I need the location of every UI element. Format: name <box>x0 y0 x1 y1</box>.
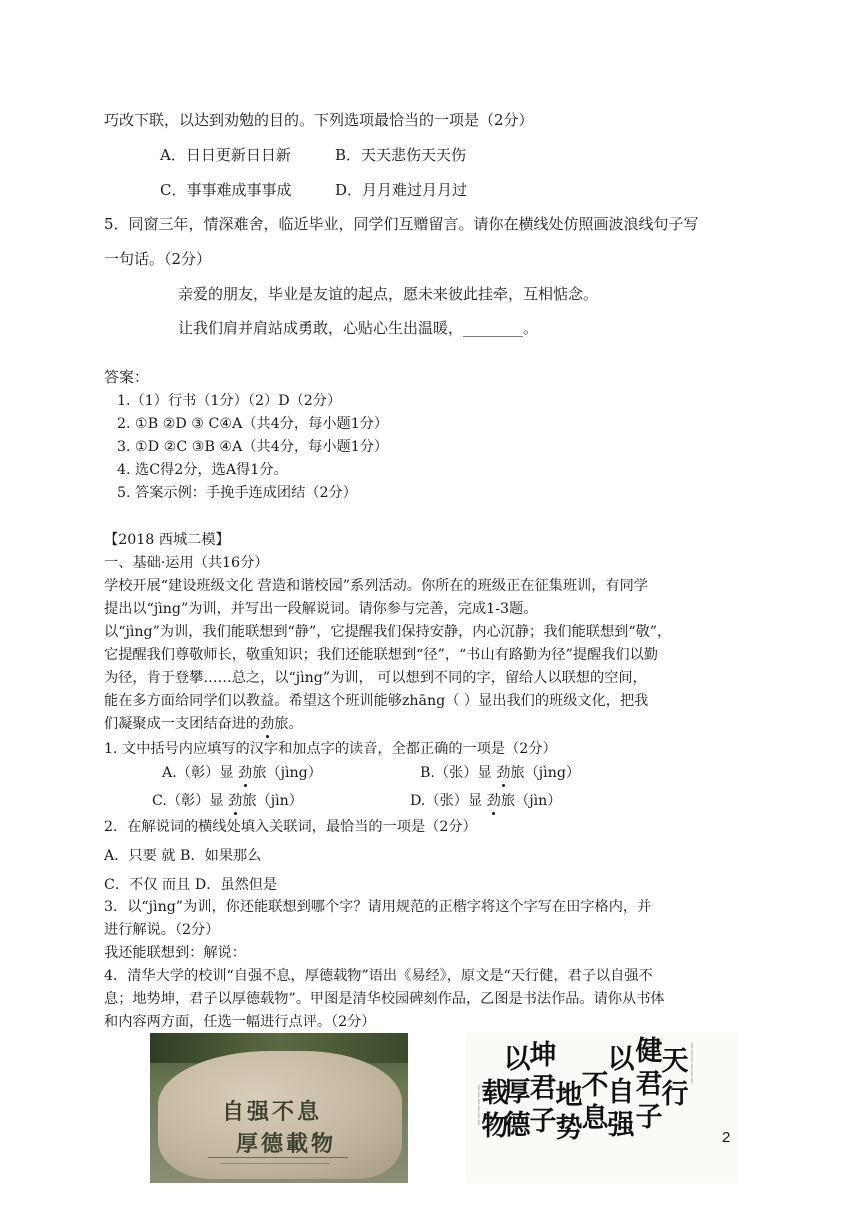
calligraphy-col-8: 载 物 <box>481 1078 509 1142</box>
calligraphy-col-7: 以 厚 德 <box>503 1044 531 1141</box>
stone-text-line1: 自强不息 <box>222 1099 323 1125</box>
inscription-mark: 丨丨丨丨丨丨 <box>689 1043 696 1085</box>
calligraphy-col-2: 健 君 子 <box>635 1036 663 1133</box>
calligraphy-col-5: 地 势 <box>555 1080 583 1144</box>
answers-heading: 答案： <box>104 368 150 386</box>
sub-q1-prompt: 1. 文中括号内应填写的汉字和加点字的读音，全都正确的一项是（2分） <box>104 741 557 757</box>
q5-prompt: 5．同窗三年，情深难舍，临近毕业，同学们互赠留言。请你在横线处仿照画波浪线句子写 <box>104 215 699 233</box>
option-text: C.（彰）显 <box>152 793 229 809</box>
sub-q1-option-c <box>152 793 303 810</box>
sub-q3-answer-line: 我还能联想到：解说： <box>104 945 246 961</box>
sub-q4-prompt: 4．清华大学的校训“自强不息，厚德载物”语出《易经》，原文是“天行健，君子以自强不 <box>104 968 653 984</box>
option-text: D.（张）显 <box>410 793 487 809</box>
calligraphy-col-1: 天 行 <box>661 1046 689 1110</box>
answer-1: 1.（1）行书（1分）（2）D（2分） <box>117 393 342 409</box>
passage-line-3: 为径，肯于登攀……总之，以“jìng”为训， 可以想到不同的字，留给人以联想的空间， <box>104 670 647 686</box>
passage-text: 们凝聚成一支团结奋进的 <box>104 716 261 732</box>
option-text: A.（彰）显 <box>162 765 239 781</box>
dotted-char: 劲 <box>496 765 511 781</box>
q5-fill-sentence: 让我们肩并肩站成勇敢，心贴心生出温暖，________。 <box>178 319 539 337</box>
option-text: 旅（jìn） <box>242 793 303 809</box>
sub-q1-option-b <box>420 765 580 782</box>
passage-line-2: 它提醒我们尊敬师长，敬重知识；我们还能联想到“径”，“书山有路勤为径”提醒我们以勤 <box>104 647 658 663</box>
sub-q1-option-d <box>410 793 561 810</box>
passage-text: 旅。 <box>274 716 303 732</box>
dotted-char: 劲 <box>228 793 243 809</box>
stone-text-line2: 厚德載物 <box>236 1131 337 1157</box>
option-text: 旅（jìng） <box>252 765 322 781</box>
calligraphy-col-3: 以 自 强 <box>607 1044 635 1141</box>
q5-example-sentence: 亲爱的朋友，毕业是友谊的起点，愿未来彼此挂牵，互相惦念。 <box>178 285 599 303</box>
q4-tail: 巧改下联，以达到劝勉的目的。下列选项最恰当的一项是（2分） <box>104 111 534 129</box>
sub-q2-prompt: 2．在解说词的横线处填入关联词，最恰当的一项是（2分） <box>104 819 477 835</box>
answer-4: 4. 选C得2分，选A得1分。 <box>117 462 288 478</box>
sub-q2-options-cd: C．不仅 而且 D．虽然但是 <box>104 877 278 893</box>
dotted-char: 劲 <box>238 765 253 781</box>
q4-option-a: A．日日更新日日新 <box>160 146 291 164</box>
answer-2: 2. ①B ②D ③ C④A（共4分，每小题1分） <box>117 416 389 432</box>
q5-prompt-cont: 一句话。（2分） <box>104 250 212 268</box>
sub-q2-options-ab: A．只要 就 B．如果那么 <box>104 848 262 864</box>
passage-line-1: 以“jìng”为训，我们能联想到“静”，它提醒我们保持安静，内心沉静；我们能联想到“敬”， <box>104 624 672 640</box>
calligraphy-col-4: 不 息 <box>581 1070 609 1134</box>
intro-line-1: 学校开展“建设班级文化 营造和谐校园”系列活动。你所在的班级正在征集班训，有同学 <box>104 578 648 594</box>
page-number: 2 <box>722 1129 731 1146</box>
section-source: 【2018 西城二模】 <box>104 532 230 548</box>
q4-option-c: C．事事难成事事成 <box>160 181 292 199</box>
option-text: 旅（jìng） <box>510 765 581 781</box>
signature-mark: 丨丨丨丨丨丨 <box>476 1085 483 1127</box>
sub-q4-prompt-cont: 息；地势坤，君子以厚德载物”。甲图是清华校园碑刻作品，乙图是书法作品。请你从书体 <box>104 991 665 1007</box>
passage-line-4: 能在多方面给同学们以教益。希望这个班训能够zhāng（ ）显出我们的班级文化，把我 <box>104 693 649 709</box>
sub-q1-option-a <box>162 765 322 782</box>
calligraphy-col-6: 坤 君 子 <box>529 1040 557 1137</box>
dotted-char: 劲 <box>260 716 275 732</box>
option-text: B.（张）显 <box>420 765 497 781</box>
q4-option-b: B．天天悲伤天天伤 <box>335 146 467 164</box>
calligraphy-artwork <box>466 1033 738 1183</box>
answer-3: 3. ①D ②C ③B ④A（共4分，每小题1分） <box>117 439 389 455</box>
answer-5: 5. 答案示例：手挽手连成团结（2分） <box>117 485 357 501</box>
section-heading: 一、基础·运用（共16分） <box>104 555 269 571</box>
sub-q3-prompt: 3．以“jìng”为训，你还能联想到哪个字？请用规范的正楷字将这个字写在田字格内，并 <box>104 899 652 915</box>
sub-q3-prompt-cont: 进行解说。（2分） <box>104 922 220 938</box>
q4-option-d: D．月月难过月月过 <box>335 181 468 199</box>
option-text: 旅（jìn） <box>500 793 562 809</box>
passage-line-5 <box>104 716 303 733</box>
intro-line-2: 提出以“jìng”为训，并写出一段解说词。请你参与完善，完成1-3题。 <box>104 601 538 617</box>
sub-q4-prompt-end: 和内容两方面，任选一幅进行点评。（2分） <box>104 1014 376 1030</box>
stone-inscription-photo <box>150 1033 408 1183</box>
dotted-char: 劲 <box>486 793 501 809</box>
